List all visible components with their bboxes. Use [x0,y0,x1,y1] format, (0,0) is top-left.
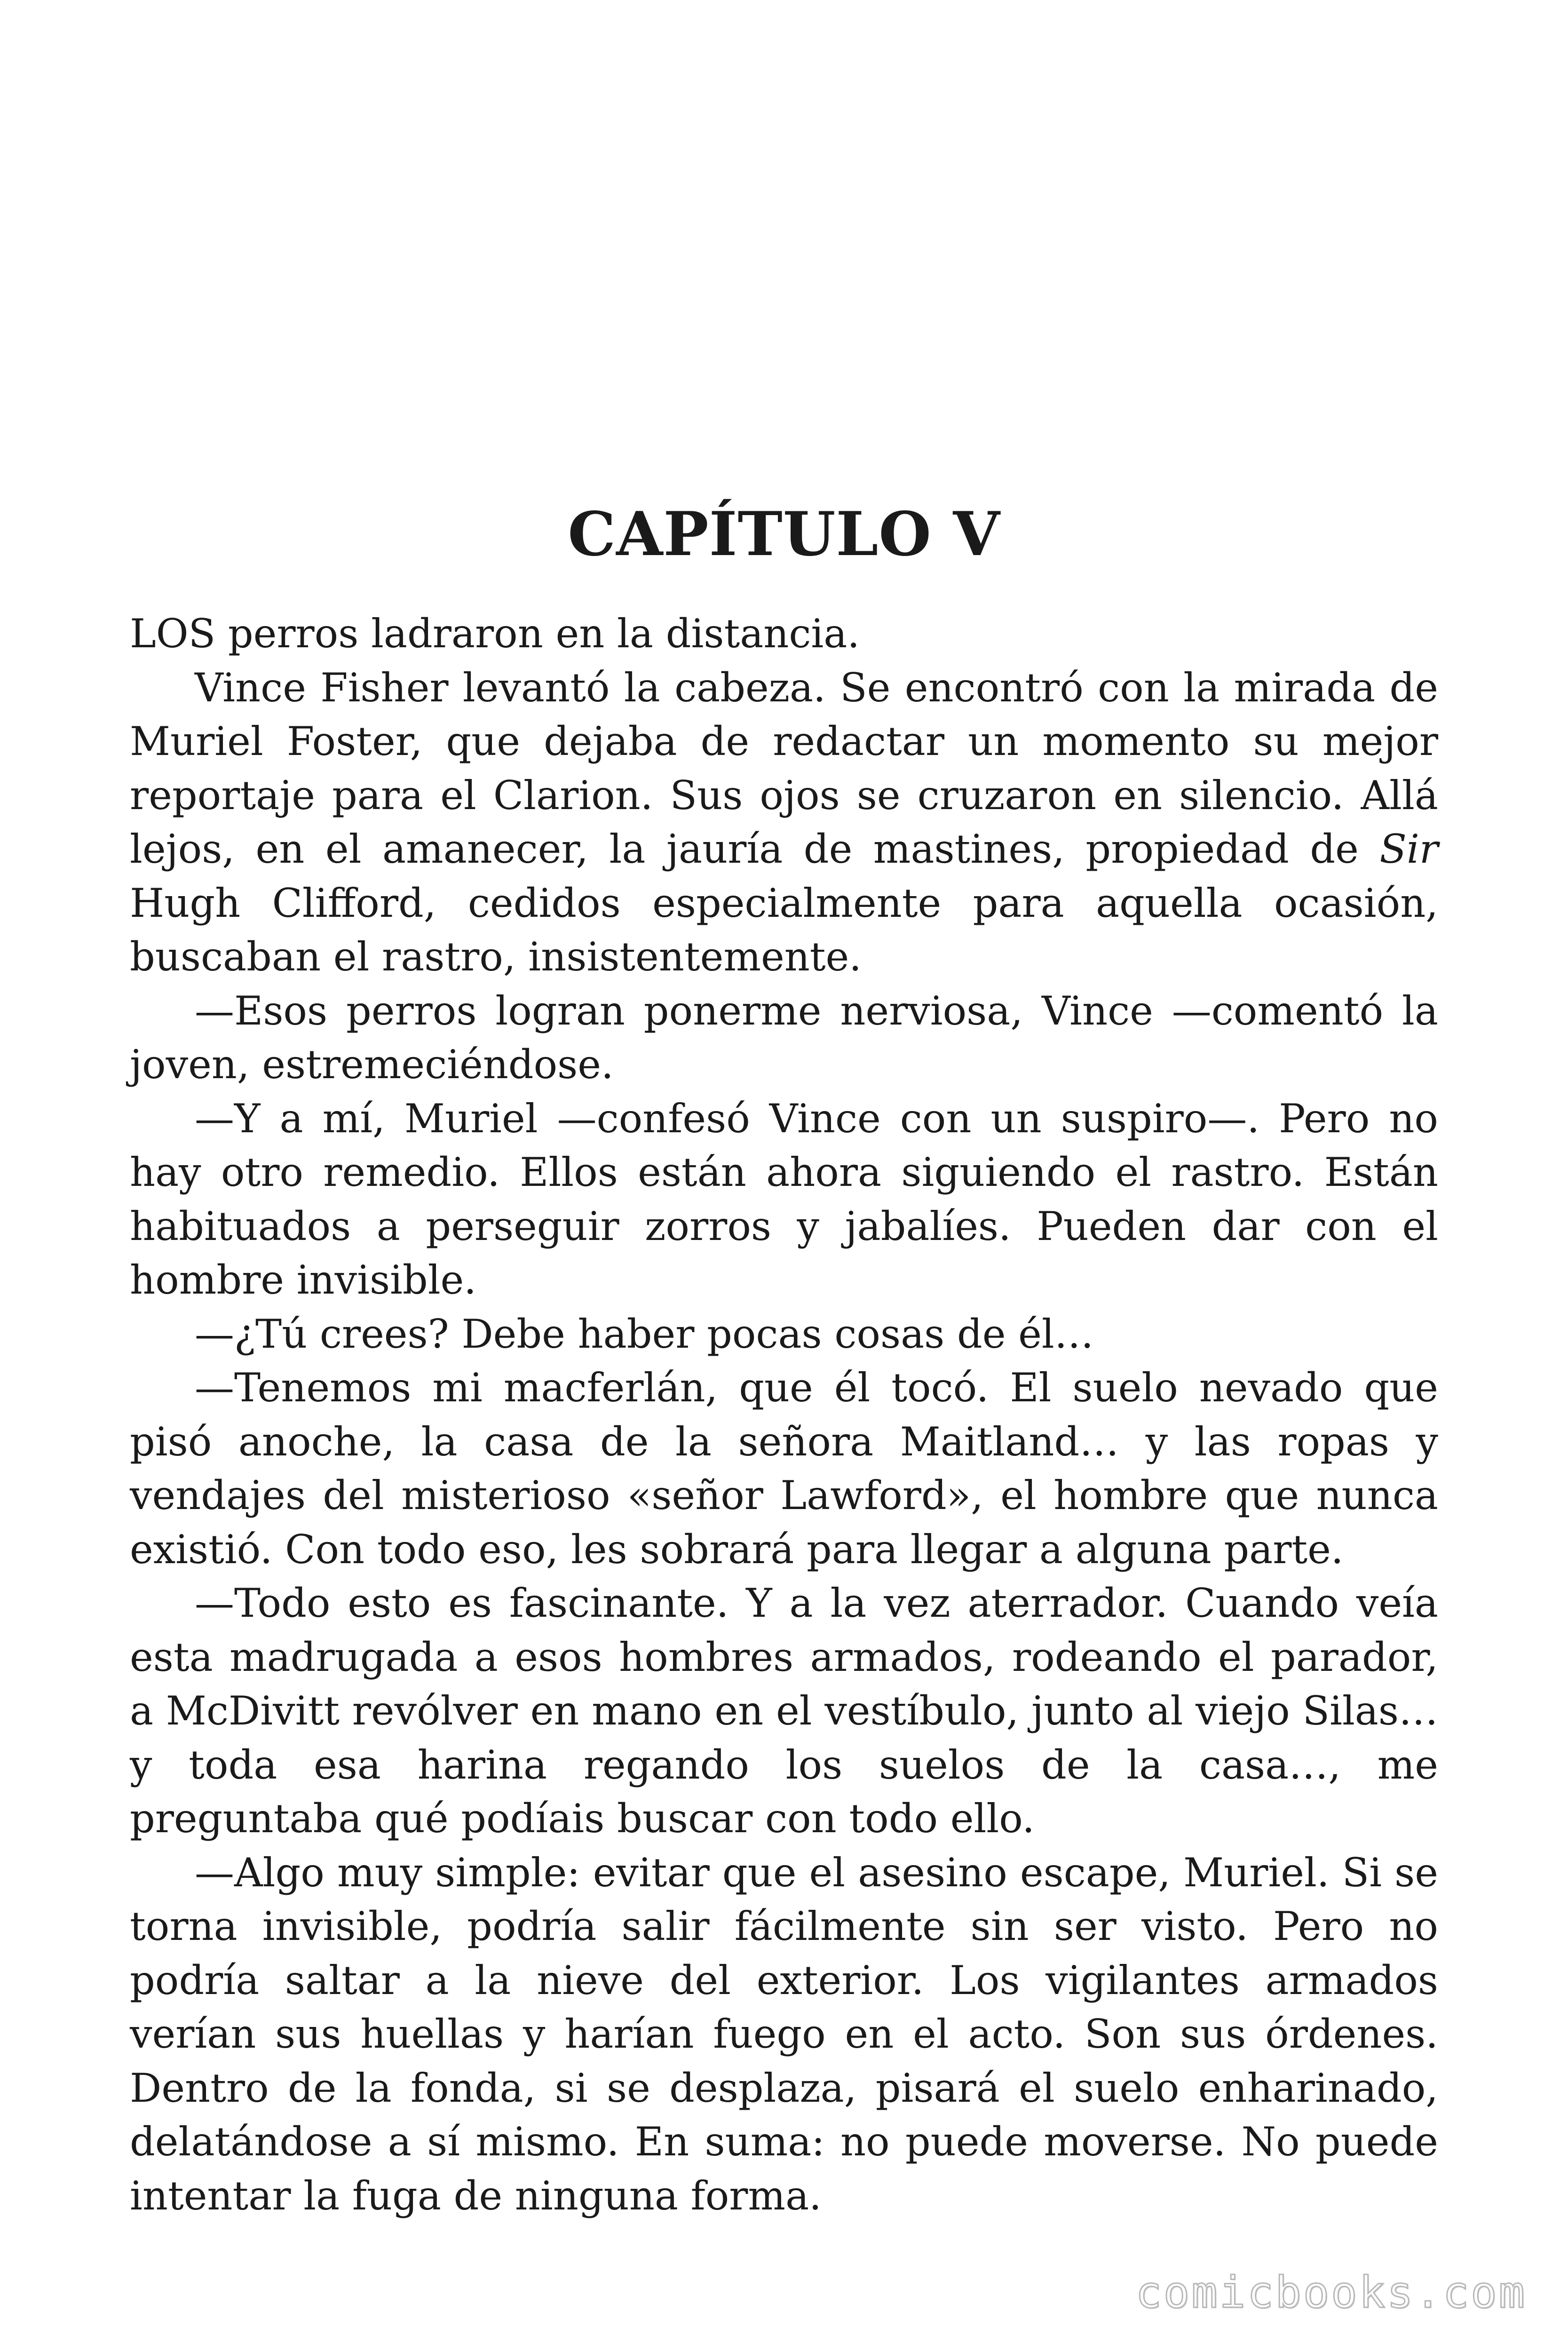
watermark: comicbooks.com [1135,2267,1527,2318]
paragraph: —¿Tú crees? Debe haber pocas cosas de él… [195,1311,1094,1357]
paragraph: —Y a mí, Muriel —confesó Vince con un suspiro—. Pero no hay otro remedio. Ellos están ahora siguiendo el rastro. Están habituados a perseguir zorros y jabalíes. Pueden dar con el hombre invisible. [130,1095,1438,1303]
paragraph: —Algo muy simple: evitar que el asesino escape, Muriel. Si se torna invisible, podría salir fácilmente sin ser visto. Pero no podría saltar a la nieve del exterior. Los vigilantes armados verían sus huellas y harían fuego en el acto. Son sus órdenes. Dentro de la fonda, si se desplaza, pisará el suelo enharinado, delatándose a sí mismo. En suma: no puede moverse. No puede intentar la fuga de ninguna forma. [130,1849,1438,2219]
paragraph-text: Hugh Clifford, cedidos especialmente para aquella ocasión, buscaban el rastro, insistentemente. [130,880,1438,980]
paragraph-text: Vince Fisher levantó la cabeza. Se encontró con la mirada de Muriel Foster, que dejaba de redactar un momento su mejor reportaje para el Clarion. Sus ojos se cruzaron en silencio. Allá lejos, en el amanecer, la jauría de mastines, propiedad de [130,664,1438,872]
paragraph: LOS perros ladraron en la distancia. [130,611,860,657]
paragraph [130,661,1438,984]
paragraph: —Esos perros logran ponerme nerviosa, Vince —comentó la joven, estremeciéndose. [130,987,1438,1088]
paragraph: —Todo esto es fascinante. Y a la vez aterrador. Cuando veía esta madrugada a esos hombres armados, rodeando el parador, a McDivitt revólver en mano en el vestíbulo, junto al viejo Silas… y toda esa harina regando los suelos de la casa…, me preguntaba qué podíais buscar con todo ello. [130,1580,1438,1842]
chapter-title: CAPÍTULO V [568,499,1000,570]
chapter-body [130,607,1438,2223]
emphasis-text: Sir [1379,826,1438,872]
paragraph: —Tenemos mi macferlán, que él tocó. El suelo nevado que pisó anoche, la casa de la señora Maitland… y las ropas y vendajes del misterioso «señor Lawford», el hombre que nunca existió. Con todo eso, les sobrará para llegar a alguna parte. [130,1365,1438,1573]
